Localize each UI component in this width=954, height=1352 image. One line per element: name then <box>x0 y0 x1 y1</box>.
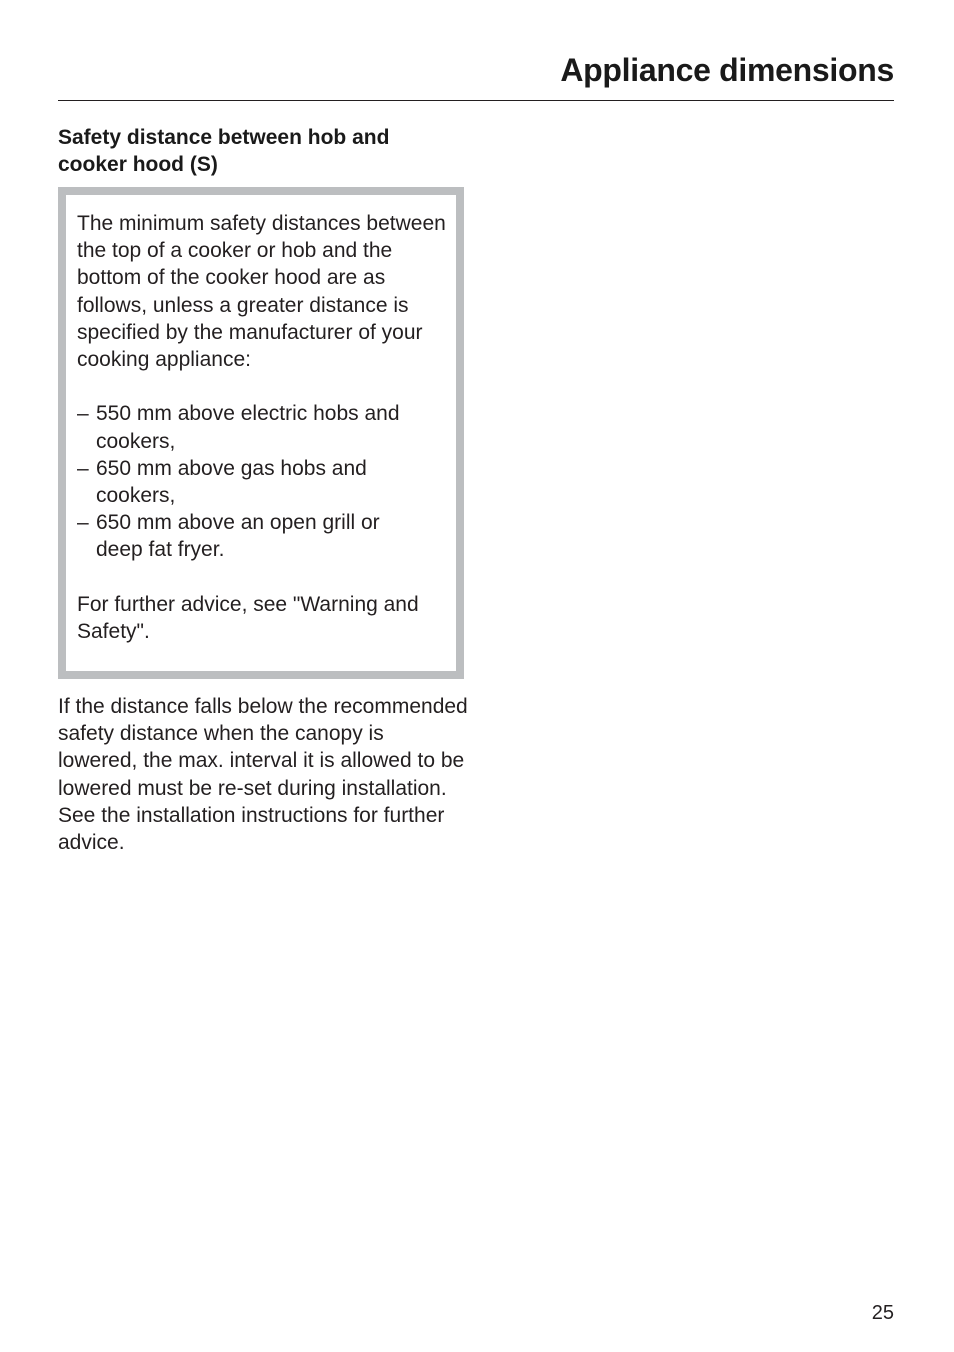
body-paragraph: If the distance falls below the recommended safety distance when the canopy is lowered, the max. interval it is allowed to be lowered must be re-set during installation. See the installation instructions for further advice. <box>58 695 468 855</box>
list-item-line-1: 550 mm above electric hobs and <box>96 402 400 426</box>
list-item-line-1: 650 mm above gas hobs and <box>96 456 367 480</box>
safety-warning-box <box>58 187 464 679</box>
section-heading <box>58 124 478 178</box>
section-heading-line-1: Safety distance between hob and <box>58 126 390 149</box>
warning-footer-text: For further advice, see "Warning and Safety". <box>77 592 419 644</box>
warning-intro-text: The minimum safety distances between the top of a cooker or hob and the bottom of the cooker hood are as follows, unless a greater distance is specified by the manufacturer of your cooking appliance: <box>77 212 446 372</box>
page-number: 25 <box>871 1302 894 1324</box>
list-item-line-2: deep fat fryer. <box>96 538 225 562</box>
dash-marker: – <box>77 402 89 426</box>
list-item <box>77 455 450 509</box>
page-title: Appliance dimensions <box>560 52 894 88</box>
list-item <box>77 400 450 454</box>
warning-box-content <box>77 210 450 645</box>
list-item <box>77 509 450 563</box>
dash-marker: – <box>77 456 89 480</box>
list-item-line-2: cookers, <box>96 429 176 453</box>
safety-distance-list <box>77 400 450 563</box>
list-item-line-1: 650 mm above an open grill or <box>96 511 380 535</box>
dash-marker: – <box>77 511 89 535</box>
section-heading-line-2: cooker hood (S) <box>58 153 218 176</box>
list-item-line-2: cookers, <box>96 484 176 508</box>
title-divider <box>58 100 894 101</box>
